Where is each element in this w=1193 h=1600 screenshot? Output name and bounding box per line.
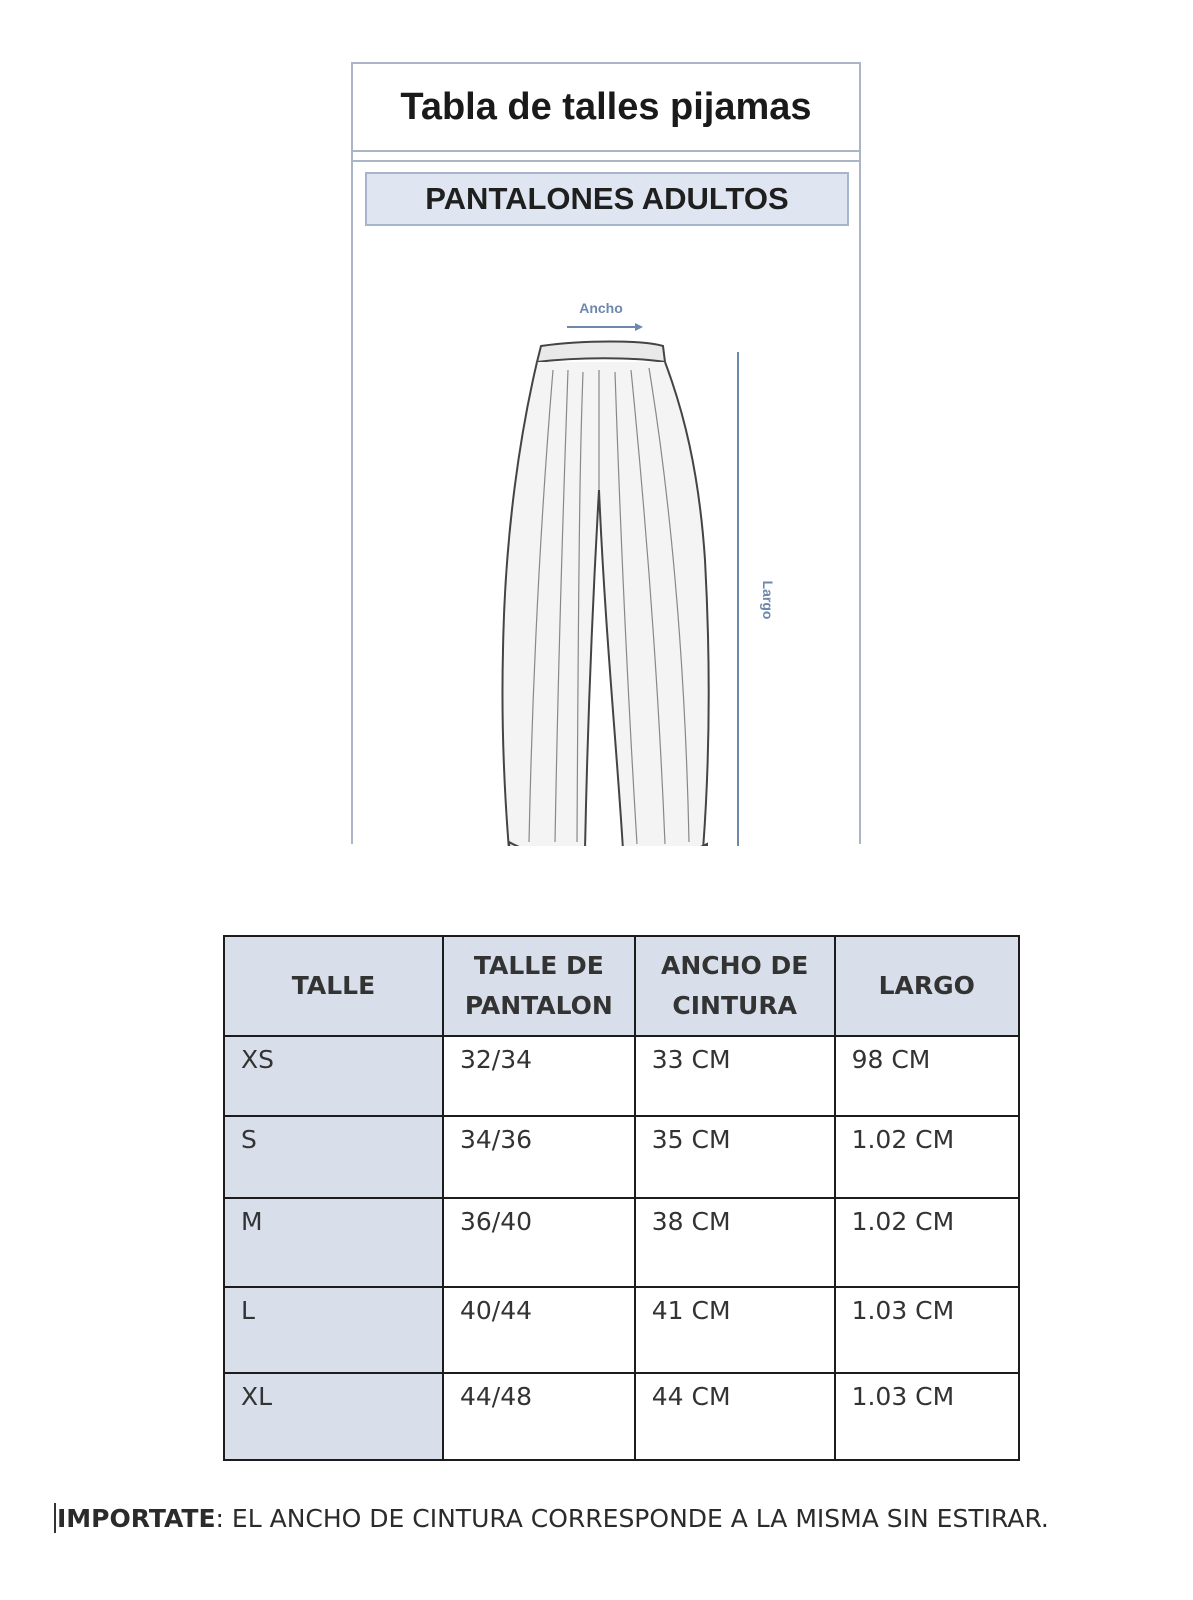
cell-waist: 38 CM: [635, 1198, 835, 1287]
header-largo: LARGO: [835, 936, 1019, 1036]
cell-pant-size: 32/34: [443, 1036, 635, 1116]
cell-waist: 44 CM: [635, 1373, 835, 1460]
cell-length: 1.02 CM: [835, 1198, 1019, 1287]
note-label: IMPORTATE: [57, 1504, 216, 1533]
cell-pant-size: 34/36: [443, 1116, 635, 1198]
cell-size: L: [224, 1287, 443, 1373]
cell-waist: 33 CM: [635, 1036, 835, 1116]
cell-size: XS: [224, 1036, 443, 1116]
largo-arrow: [734, 352, 742, 846]
table-row: [224, 1373, 1019, 1460]
ancho-arrow: [567, 323, 643, 331]
cell-pant-size: 36/40: [443, 1198, 635, 1287]
title-divider: [353, 160, 859, 162]
table-row: [224, 1036, 1019, 1116]
size-table: [223, 935, 1020, 1461]
cell-waist: 35 CM: [635, 1116, 835, 1198]
card-subtitle: PANTALONES ADULTOS: [365, 172, 849, 226]
ancho-label: Ancho: [579, 300, 623, 316]
header-talle-pantalon-text: TALLE DE PANTALON: [464, 951, 613, 1020]
cell-pant-size: 44/48: [443, 1373, 635, 1460]
cell-size: S: [224, 1116, 443, 1198]
cell-length: 98 CM: [835, 1036, 1019, 1116]
table-row: [224, 1287, 1019, 1373]
table-header-row: [224, 936, 1019, 1036]
note-text: : EL ANCHO DE CINTURA CORRESPONDE A LA MISMA SIN ESTIRAR.: [215, 1504, 1049, 1533]
cell-length: 1.03 CM: [835, 1287, 1019, 1373]
header-ancho-cintura-text: ANCHO DE CINTURA: [660, 951, 809, 1020]
table-row: [224, 1198, 1019, 1287]
cell-length: 1.02 CM: [835, 1116, 1019, 1198]
header-talle: TALLE: [224, 936, 443, 1036]
cell-waist: 41 CM: [635, 1287, 835, 1373]
cell-size: M: [224, 1198, 443, 1287]
cell-length: 1.03 CM: [835, 1373, 1019, 1460]
largo-label: Largo: [760, 580, 776, 620]
pants-illustration: [353, 230, 859, 846]
size-chart-card: [351, 62, 861, 844]
card-title: Tabla de talles pijamas: [353, 64, 859, 152]
pants-drawing: [502, 342, 708, 847]
cell-size: XL: [224, 1373, 443, 1460]
text-cursor: [54, 1503, 56, 1533]
table-row: [224, 1116, 1019, 1198]
cell-pant-size: 40/44: [443, 1287, 635, 1373]
header-ancho-cintura: [635, 936, 835, 1036]
important-note: [54, 1503, 1049, 1533]
header-talle-pantalon: [443, 936, 635, 1036]
